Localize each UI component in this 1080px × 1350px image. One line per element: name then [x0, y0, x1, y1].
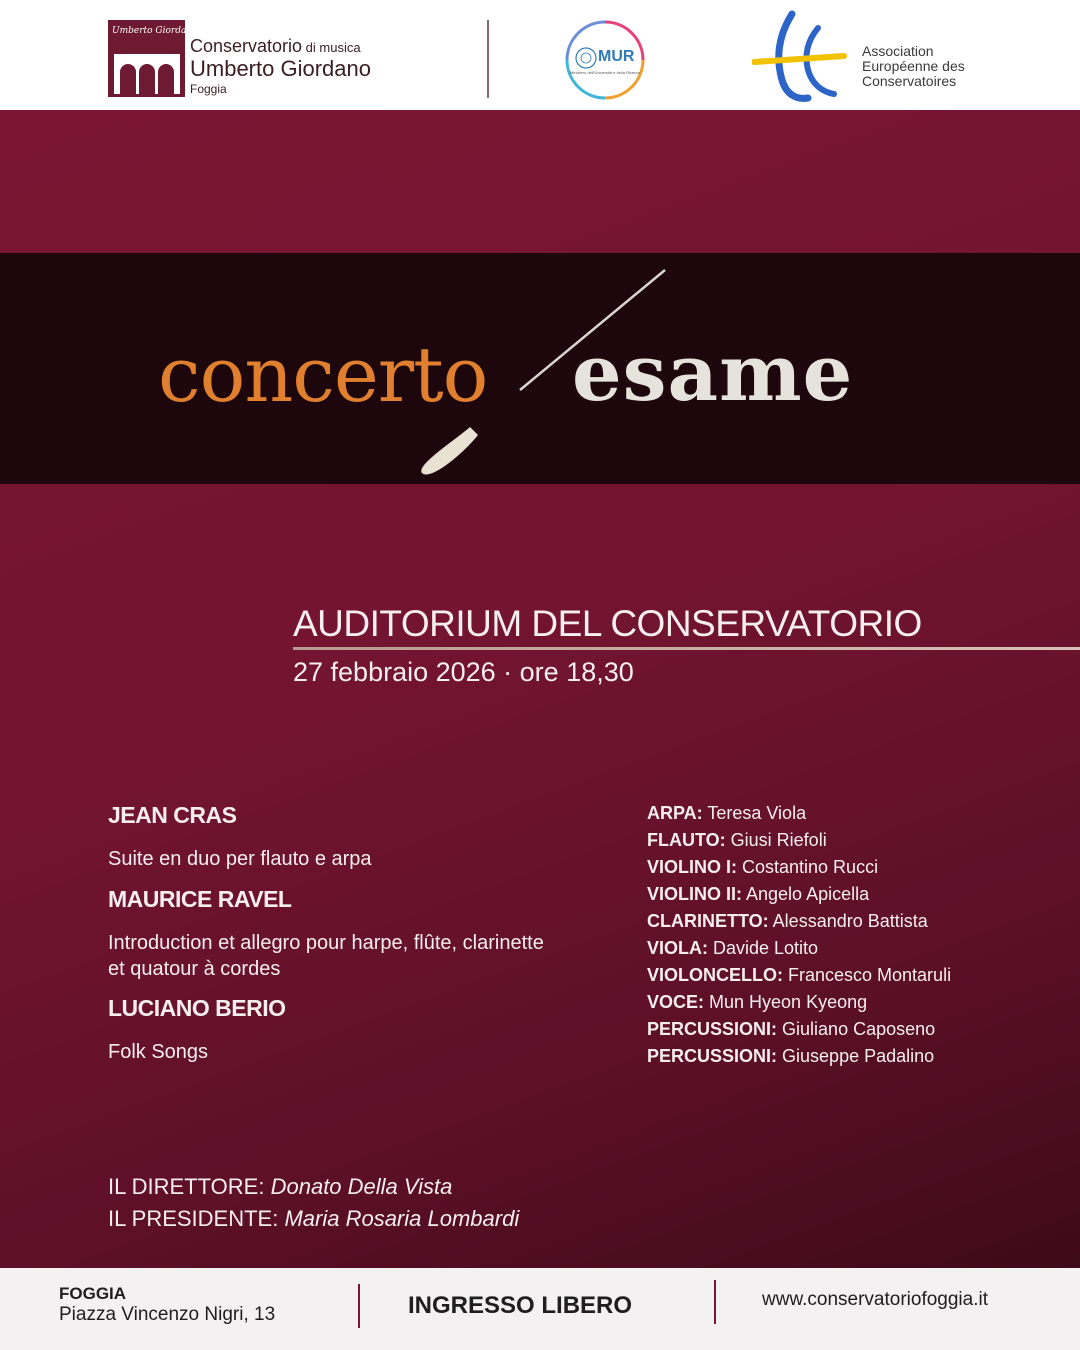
- footer-address: Piazza Vincenzo Nigri, 13: [59, 1304, 276, 1325]
- conservatorio-line1: Conservatorio di musica: [190, 36, 361, 56]
- event-date: 27 febbraio 2026 · ore 18,30: [293, 657, 634, 687]
- mur-subtitle: Ministero dell'Università e della Ricerca: [570, 70, 640, 75]
- performer-row: VIOLINO II: Angelo Apicella: [647, 884, 870, 904]
- title-word-esame: esame: [572, 328, 854, 419]
- signature-mark: Umberto Giordano: [112, 26, 198, 36]
- website-link[interactable]: www.conservatoriofoggia.it: [762, 1289, 988, 1310]
- work-title: Introduction et allegro pour harpe, flûte, clarinette et quatour à cordes: [108, 932, 544, 980]
- arches-icon: [114, 48, 180, 94]
- performers-list: [647, 800, 1067, 1070]
- performer-row: VIOLINO I: Costantino Rucci: [647, 857, 879, 877]
- venue: AUDITORIUM DEL CONSERVATORIO: [293, 603, 922, 644]
- conductor-baton-icon: [410, 265, 830, 485]
- performer-row: FLAUTO: Giusi Riefoli: [647, 830, 827, 850]
- conservatorio-emblem: [108, 20, 198, 97]
- performer-row: CLARINETTO: Alessandro Battista: [647, 911, 928, 931]
- composer-name: LUCIANO BERIO: [108, 995, 286, 1021]
- performer-row: VIOLA: Davide Lotito: [647, 938, 819, 958]
- performer-row: VIOLONCELLO: Francesco Montaruli: [647, 965, 952, 985]
- conservatorio-name: Umberto Giordano: [190, 56, 371, 81]
- mur-logo: [560, 18, 650, 102]
- admission-label: INGRESSO LIBERO: [408, 1292, 633, 1319]
- performer-row: ARPA: Teresa Viola: [647, 803, 807, 823]
- president-line: IL PRESIDENTE: Maria Rosaria Lombardi: [108, 1206, 520, 1231]
- venue-underline: [293, 647, 1080, 650]
- aec-name: Association Européenne des Conservatoires: [862, 43, 965, 89]
- footer-divider: [714, 1280, 716, 1324]
- work-title: Suite en duo per flauto e arpa: [108, 848, 372, 870]
- footer: [0, 1268, 1080, 1350]
- aec-emblem-icon: [752, 10, 852, 102]
- work-title: Folk Songs: [108, 1041, 209, 1063]
- title-word-concerto: concerto: [158, 330, 488, 419]
- performer-row: PERCUSSIONI: Giuseppe Padalino: [647, 1046, 935, 1066]
- mur-label: MUR: [598, 48, 635, 65]
- composer-name: JEAN CRAS: [108, 802, 237, 828]
- header: [0, 0, 1080, 110]
- composer-name: MAURICE RAVEL: [108, 886, 292, 912]
- performer-row: PERCUSSIONI: Giuliano Caposeno: [647, 1019, 936, 1039]
- footer-divider: [358, 1284, 360, 1328]
- aec-logo: [752, 10, 992, 102]
- director-line: IL DIRETTORE: Donato Della Vista: [108, 1174, 453, 1199]
- performer-row: VOCE: Mun Hyeon Kyeong: [647, 992, 868, 1012]
- conservatorio-city: Foggia: [190, 82, 227, 96]
- header-divider: [487, 20, 489, 98]
- conservatorio-logo: [108, 20, 408, 97]
- footer-city: FOGGIA: [59, 1284, 127, 1303]
